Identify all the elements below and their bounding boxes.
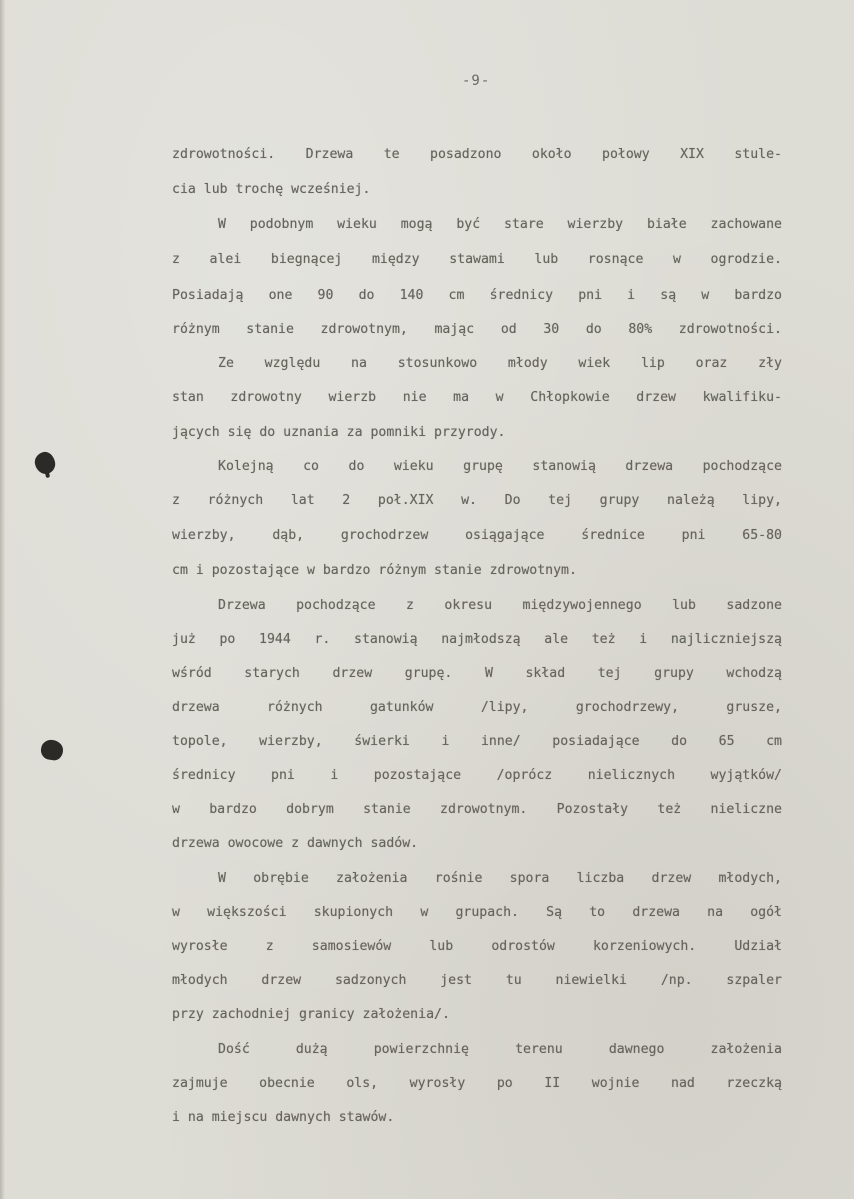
text-line: z różnych lat 2 poł.XIX w. Do tej grupy należą lipy, (172, 493, 782, 508)
text-line: W podobnym wieku mogą być stare wierzby białe zachowane (218, 217, 782, 232)
text-line: drzewa owocowe z dawnych sadów. (172, 836, 419, 851)
text-line: i na miejscu dawnych stawów. (172, 1110, 395, 1125)
text-line: wśród starych drzew grupę. W skład tej grupy wchodzą (172, 666, 782, 681)
text-line: w bardzo dobrym stanie zdrowotnym. Pozostały też nieliczne (172, 802, 782, 817)
text-line: drzewa różnych gatunków /lipy, grochodrzewy, grusze, (172, 700, 782, 715)
text-line: W obrębie założenia rośnie spora liczba drzew młodych, (218, 871, 782, 886)
text-line: jących się do uznania za pomniki przyrody. (172, 425, 506, 440)
punch-hole-upper (33, 450, 57, 476)
text-line: zdrowotności. Drzewa te posadzono około połowy XIX stule- (172, 147, 782, 162)
text-line: w większości skupionych w grupach. Są to drzewa na ogół (172, 905, 782, 920)
text-line: Posiadają one 90 do 140 cm średnicy pni i są w bardzo (172, 288, 782, 303)
punch-hole-lower (40, 739, 65, 762)
text-line: średnicy pni i pozostające /oprócz nielicznych wyjątków/ (172, 768, 782, 783)
text-line: przy zachodniej granicy założenia/. (172, 1007, 450, 1022)
text-line: topole, wierzby, świerki i inne/ posiadające do 65 cm (172, 734, 782, 749)
text-line: wierzby, dąb, grochodrzew osiągające średnice pni 65-80 (172, 528, 782, 543)
text-line: już po 1944 r. stanowią najmłodszą ale też i najliczniejszą (172, 632, 782, 647)
text-line: różnym stanie zdrowotnym, mając od 30 do 80% zdrowotności. (172, 322, 782, 337)
text-line: zajmuje obecnie ols, wyrosły po II wojnie nad rzeczką (172, 1076, 782, 1091)
text-line: Dość dużą powierzchnię terenu dawnego założenia (218, 1042, 782, 1057)
page-edge-shadow (0, 0, 5, 1199)
text-line: stan zdrowotny wierzb nie ma w Chłopkowie drzew kwalifiku- (172, 390, 782, 405)
text-line: Ze względu na stosunkowo młody wiek lip oraz zły (218, 356, 782, 371)
page-number: -9- (462, 73, 491, 89)
text-line: cia lub trochę wcześniej. (172, 182, 371, 197)
text-line: młodych drzew sadzonych jest tu niewielki /np. szpaler (172, 973, 782, 988)
text-line: wyrosłe z samosiewów lub odrostów korzeniowych. Udział (172, 939, 782, 954)
text-line: z alei biegnącej między stawami lub rosnące w ogrodzie. (172, 252, 782, 267)
text-line: Drzewa pochodzące z okresu międzywojennego lub sadzone (218, 598, 782, 613)
text-line: Kolejną co do wieku grupę stanowią drzewa pochodzące (218, 459, 782, 474)
text-line: cm i pozostające w bardzo różnym stanie zdrowotnym. (172, 563, 577, 578)
